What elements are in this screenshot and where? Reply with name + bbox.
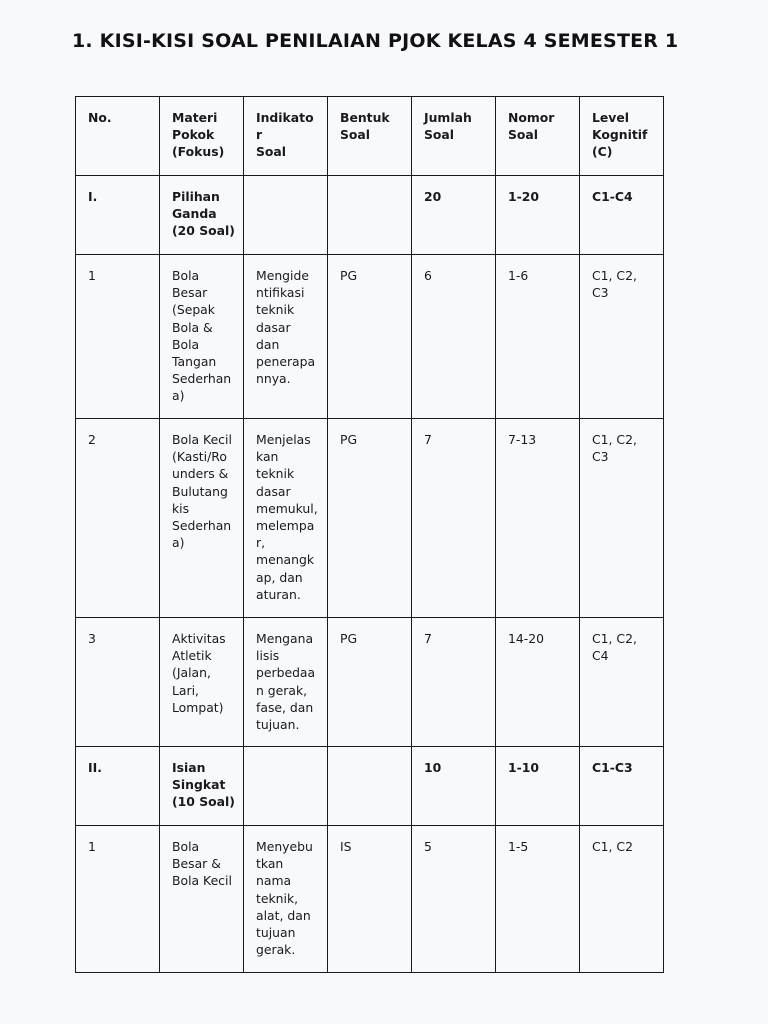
table-cell: C1-C3 — [580, 747, 664, 826]
table-cell: IS — [328, 826, 412, 973]
table-cell: 1-5 — [496, 826, 580, 973]
table-row — [76, 255, 664, 419]
table-cell: Bola Besar (Sepak Bola & Bola Tangan Sederhan a) — [160, 255, 244, 419]
table-cell: PG — [328, 419, 412, 618]
table-cell: 2 — [76, 419, 160, 618]
table-cell: 14-20 — [496, 618, 580, 747]
header-cell: Materi Pokok (Fokus) — [160, 97, 244, 176]
table-cell: Menjelas kan teknik dasar memukul, melempa r, menangk ap, dan aturan. — [244, 419, 328, 618]
table-cell — [328, 747, 412, 826]
section-row — [76, 176, 664, 255]
table-cell: Mengana lisis perbedaa n gerak, fase, dan tujuan. — [244, 618, 328, 747]
table-cell: Menyebu tkan nama teknik, alat, dan tujuan gerak. — [244, 826, 328, 973]
header-cell: Indikator Soal — [244, 97, 328, 176]
table-cell: Bola Besar & Bola Kecil — [160, 826, 244, 973]
table-cell: 6 — [412, 255, 496, 419]
header-cell: No. — [76, 97, 160, 176]
table-cell: C1, C2, C3 — [580, 419, 664, 618]
table-cell: I. — [76, 176, 160, 255]
table-row — [76, 618, 664, 747]
table-cell: 1 — [76, 826, 160, 973]
table-cell: 1-20 — [496, 176, 580, 255]
table-cell: 20 — [412, 176, 496, 255]
header-cell: Jumlah Soal — [412, 97, 496, 176]
page-title: 1. KISI-KISI SOAL PENILAIAN PJOK KELAS 4 SEMESTER 1 — [72, 30, 679, 52]
table-cell: II. — [76, 747, 160, 826]
table-cell: PG — [328, 618, 412, 747]
table-cell: PG — [328, 255, 412, 419]
table-cell: Isian Singkat (10 Soal) — [160, 747, 244, 826]
table-row — [76, 419, 664, 618]
header-cell: Nomor Soal — [496, 97, 580, 176]
table-cell: 10 — [412, 747, 496, 826]
kisi-kisi-table — [75, 96, 664, 973]
table-cell: 7 — [412, 419, 496, 618]
table-cell: 7-13 — [496, 419, 580, 618]
table-cell: 1-10 — [496, 747, 580, 826]
table-cell: C1, C2, C4 — [580, 618, 664, 747]
table-cell: 7 — [412, 618, 496, 747]
section-row — [76, 747, 664, 826]
table-cell — [244, 176, 328, 255]
header-cell: Level Kognitif (C) — [580, 97, 664, 176]
table-cell: C1, C2, C3 — [580, 255, 664, 419]
table-cell: Aktivitas Atletik (Jalan, Lari, Lompat) — [160, 618, 244, 747]
table-cell: C1, C2 — [580, 826, 664, 973]
table-cell: 1-6 — [496, 255, 580, 419]
table-cell: C1-C4 — [580, 176, 664, 255]
table-row — [76, 826, 664, 973]
table-cell — [328, 176, 412, 255]
table-header-row — [76, 97, 664, 176]
table-cell — [244, 747, 328, 826]
table-cell: 1 — [76, 255, 160, 419]
table-cell: Mengide ntifikasi teknik dasar dan penerapa nnya. — [244, 255, 328, 419]
table-cell: Pilihan Ganda (20 Soal) — [160, 176, 244, 255]
table-cell: Bola Kecil (Kasti/Ro unders & Bulutang kis Sederhan a) — [160, 419, 244, 618]
table-cell: 3 — [76, 618, 160, 747]
table-cell: 5 — [412, 826, 496, 973]
header-cell: Bentuk Soal — [328, 97, 412, 176]
